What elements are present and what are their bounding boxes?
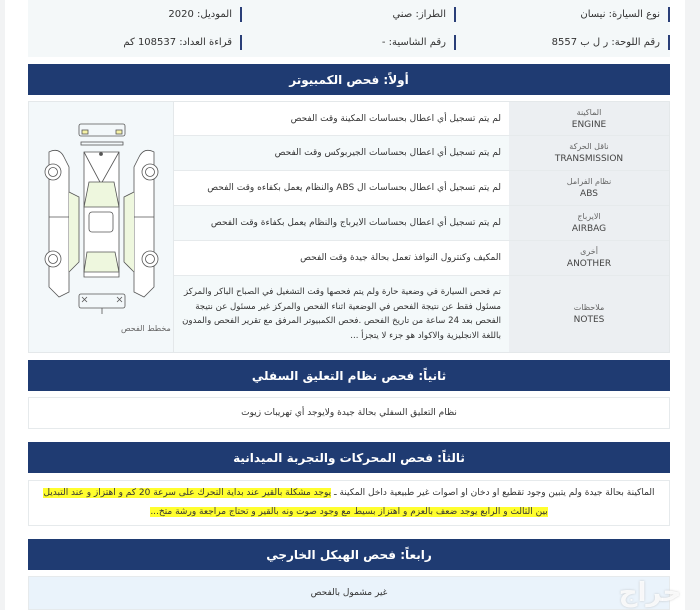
info-accent-bar [454,35,456,50]
exterior-result [28,576,670,610]
suspension-text: نظام التعليق السفلي بحالة جيدة ولايوجد أي تهريبات زيوت [241,408,457,418]
check-description: لم يتم تسجيل أي اعطال بحساسات المكينة وقت الفحص [290,113,501,124]
check-row-another [174,241,669,276]
section-header-exterior [28,539,670,570]
inspection-report-page [5,0,685,610]
computer-check-table [28,101,670,353]
check-row-abs [174,171,669,206]
car-diagram-icon [29,102,174,352]
engine-plain-text: الماكينة بحالة جيدة ولم يتبين وجود تقطيع او دخان او اصوات غير طبيعية داخل المكينة ـ [331,488,655,498]
info-accent-bar [668,35,670,50]
check-description: تم فحص السيارة في وضعية حارة ولم يتم فحصها وقت التشغيل في الصباح الباكر والمركز مسئول فقط عن نتيجة الفحص في الوضعية اثناء الفحص والمركز غير مسئول عن نتيجة الفحص بعد 24 ساعة من تاريخ الفحص .فحص الكمبيوتر المرفق مع تقرير الفحص والمدون باللغة الانجليزية والاكواد هو جزء لا يتجزأ ... [174,276,509,352]
check-label [509,136,669,170]
info-accent-bar [454,7,456,22]
engine-highlighted-text: يوجد مشكلة بالقير عند بداية التحرك على سرعة 20 كم و اهتزاز و عند التبديل بين الثالث و الرابع يوجد ضعف بالعزم و اهتزاز بسيط مع وجود صوت ونه بالقير و تحتاج مراجعة ورشة متخ... [43,488,548,517]
car-model-name-text: الطراز: صني [392,8,446,20]
check-description: لم يتم تسجيل أي اعطال بحساسات الجيربوكس وقت الفحص [174,136,509,170]
section-title: ثالثاً: فحص المحركات والتجربة الميدانية [233,450,465,465]
check-description: لم يتم تسجيل أي اعطال بحساسات ال ABS والنظام يعمل بكفاءه وقت الفحص [207,183,501,193]
plate-number-text: رقم اللوحة: ر ل ب 8557 [551,36,660,48]
section-title: أولاً: فحص الكمبيوتر [289,72,409,87]
vehicle-info-panel [28,0,670,57]
check-label-en: ANOTHER [566,259,612,269]
check-label-ar: أخرى [580,247,598,256]
section-title: ثانياً: فحص نظام التعليق السفلي [251,368,447,383]
odometer [28,28,242,56]
check-label-ar: الايرباج [577,212,601,221]
chassis-number [242,28,456,56]
odometer-text: قراءة العداد: 108537 كم [123,36,232,48]
check-label-ar: ملاحظات [573,303,605,312]
check-label-en: TRANSMISSION [554,154,624,164]
computer-check-rows [174,102,669,352]
chassis-number-text: رقم الشاسية: - [381,36,446,48]
info-accent-bar [668,7,670,22]
section-header-computer [28,64,670,95]
car-year-text: الموديل: 2020 [168,8,232,20]
engine-road-test-result [28,480,670,526]
section-header-engine-road-test [28,442,670,473]
section-title: رابعاً: فحص الهيكل الخارجي [266,547,432,562]
check-label-ar: الماكينة [576,107,602,117]
plate-number [456,28,670,56]
check-label [509,171,669,205]
check-label-en: ENGINE [571,119,607,130]
suspension-result [28,397,670,429]
check-label-ar: نظام الفرامل [566,177,612,186]
watermark-logo: حراج [618,578,682,608]
check-row-engine [174,102,669,136]
car-year [28,0,242,28]
car-make-text: نوع السيارة: نيسان [580,8,660,20]
vehicle-info-row [28,0,670,28]
check-label [509,206,669,240]
check-label-en: NOTES [573,315,605,325]
engine-road-test-text [29,484,669,522]
check-row-transmission [174,136,669,171]
car-model-name [242,0,456,28]
check-label [509,276,669,352]
check-label-en: ABS [580,189,598,199]
exterior-text: غير مشمول بالفحص [310,588,388,598]
check-description: لم يتم تسجيل أي اعطال بحساسات الايرباج والنظام يعمل بكفاءة وقت الفحص [174,206,509,240]
check-label [509,241,669,275]
check-label-ar: ناقل الحركة [569,142,609,151]
section-header-suspension [28,360,670,391]
check-row-airbag [174,206,669,241]
vehicle-info-row [28,28,670,56]
diagram-caption: مخطط الفحص [121,324,171,333]
check-description: المكيف وكنترول النوافذ تعمل بحالة جيدة وقت الفحص [300,253,501,263]
info-accent-bar [240,35,242,50]
info-accent-bar [240,7,242,22]
check-label-en: AIRBAG [571,224,607,234]
check-row-notes [174,276,669,352]
check-label [509,102,669,135]
car-make [456,0,670,28]
car-inspection-diagram [29,102,174,352]
